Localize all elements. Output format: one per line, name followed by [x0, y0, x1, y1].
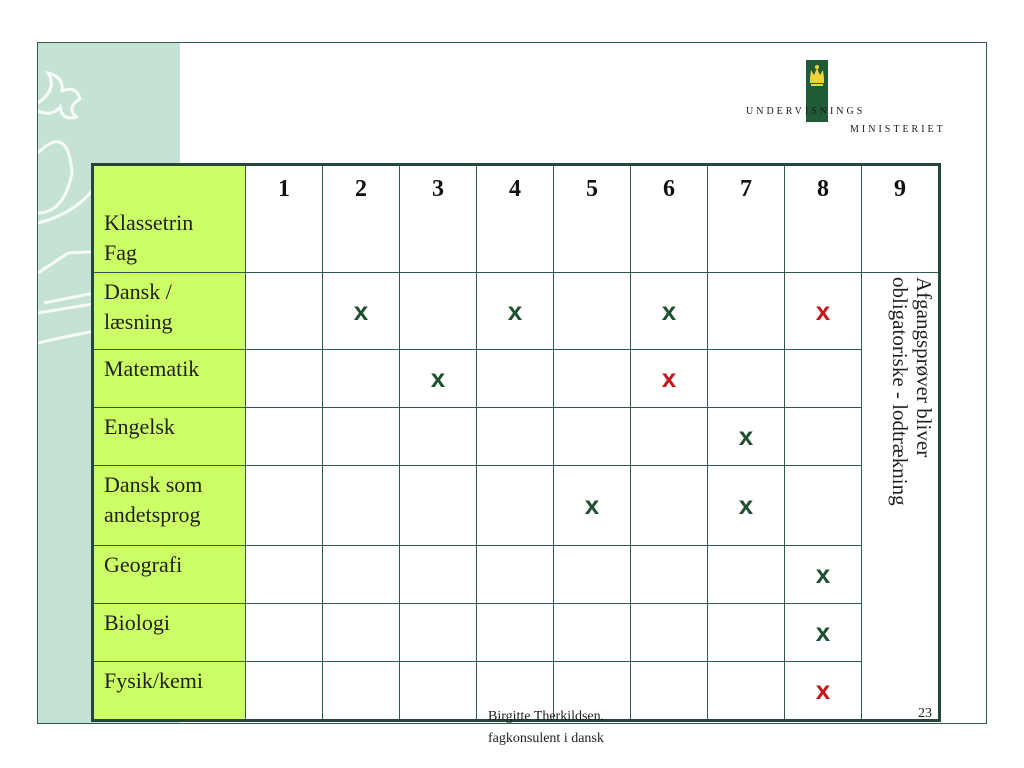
grade-header-3: 3 — [400, 165, 477, 273]
mark-cell-grade-3 — [400, 546, 477, 604]
table-row — [93, 408, 940, 466]
grade-9-note-cell — [862, 273, 940, 721]
mark-cell-grade-3 — [400, 466, 477, 546]
mark-cell-grade-8 — [785, 466, 862, 546]
grade-header-7: 7 — [708, 165, 785, 273]
mark-cell-grade-4 — [477, 350, 554, 408]
subject-name: Dansk som — [104, 472, 203, 497]
mark-cell-grade-6 — [631, 604, 708, 662]
mark-cell-grade-5 — [554, 350, 631, 408]
subject-name: Dansk / — [104, 279, 172, 304]
mark-cell-grade-6: x — [631, 273, 708, 350]
grade-header-1: 1 — [246, 165, 323, 273]
mark-cell-grade-8 — [785, 408, 862, 466]
header-label-klassetrin: Klassetrin — [104, 210, 194, 235]
mark-cell-grade-4 — [477, 466, 554, 546]
footer-author-name: Birgitte Therkildsen, — [488, 709, 605, 724]
mark-cell-grade-5: x — [554, 466, 631, 546]
mark-cell-grade-2 — [323, 546, 400, 604]
mark-cell-grade-2 — [323, 350, 400, 408]
footer-author-title: fagkonsulent i dansk — [488, 731, 604, 746]
footer-author — [488, 706, 604, 750]
subject-name-line2: læsning — [104, 309, 173, 334]
subject-cell — [93, 604, 246, 662]
subject-name: Matematik — [104, 356, 200, 381]
logo-text-line2: MINISTERIET — [850, 124, 946, 135]
grade-header-5: 5 — [554, 165, 631, 273]
mark-cell-grade-7 — [708, 350, 785, 408]
subject-name: Fysik/kemi — [104, 668, 204, 693]
mark-cell-grade-2 — [323, 408, 400, 466]
mark-cell-grade-3 — [400, 604, 477, 662]
grade-9-note-line1: Afgangsprøver bliver — [912, 277, 936, 458]
mark-cell-grade-5 — [554, 273, 631, 350]
mark-cell-grade-8: x — [785, 604, 862, 662]
mark-cell-grade-3 — [400, 273, 477, 350]
mark-cell-grade-4 — [477, 546, 554, 604]
mark-cell-grade-2: x — [323, 273, 400, 350]
mark-cell-grade-3: x — [400, 350, 477, 408]
mark-cell-grade-1 — [246, 408, 323, 466]
ministry-logo — [746, 60, 976, 140]
header-row — [93, 165, 940, 273]
subject-name: Geografi — [104, 552, 183, 577]
mark-cell-grade-8: x — [785, 273, 862, 350]
header-label-cell — [93, 165, 246, 273]
subject-cell — [93, 546, 246, 604]
mark-cell-grade-1 — [246, 273, 323, 350]
mark-cell-grade-2 — [323, 466, 400, 546]
mark-cell-grade-6 — [631, 546, 708, 604]
mark-cell-grade-5 — [554, 408, 631, 466]
subject-cell — [93, 273, 246, 350]
mark-cell-grade-4 — [477, 408, 554, 466]
grade-header-4: 4 — [477, 165, 554, 273]
mark-cell-grade-8: x — [785, 546, 862, 604]
mark-cell-grade-4 — [477, 604, 554, 662]
mark-cell-grade-6 — [631, 408, 708, 466]
grade-9-note-line2: obligatoriske - lodtrækning — [888, 277, 912, 506]
subject-name: Biologi — [104, 610, 171, 635]
mark-cell-grade-7: x — [708, 466, 785, 546]
mark-cell-grade-7 — [708, 273, 785, 350]
table-row — [93, 546, 940, 604]
header-label-fag: Fag — [104, 240, 137, 265]
mark-cell-grade-5 — [554, 546, 631, 604]
mark-cell-grade-2 — [323, 604, 400, 662]
grade-header-6: 6 — [631, 165, 708, 273]
grade-header-9: 9 — [862, 165, 940, 273]
mark-cell-grade-7 — [708, 546, 785, 604]
mark-cell-grade-8 — [785, 350, 862, 408]
mark-cell-grade-4: x — [477, 273, 554, 350]
table-row — [93, 604, 940, 662]
subject-name: Engelsk — [104, 414, 175, 439]
mark-cell-grade-8: x — [785, 662, 862, 721]
grade-header-2: 2 — [323, 165, 400, 273]
mark-cell-grade-7 — [708, 604, 785, 662]
mark-cell-grade-7 — [708, 662, 785, 721]
mark-cell-grade-1 — [246, 546, 323, 604]
subject-cell — [93, 350, 246, 408]
mark-cell-grade-3 — [400, 662, 477, 721]
mark-cell-grade-1 — [246, 662, 323, 721]
grade-9-note — [868, 277, 938, 589]
table-row — [93, 273, 940, 350]
mark-cell-grade-2 — [323, 662, 400, 721]
mark-cell-grade-7: x — [708, 408, 785, 466]
subject-name-line2: andetsprog — [104, 502, 201, 527]
mark-cell-grade-6: x — [631, 350, 708, 408]
mark-cell-grade-1 — [246, 466, 323, 546]
mark-cell-grade-6 — [631, 662, 708, 721]
mark-cell-grade-1 — [246, 350, 323, 408]
subject-cell — [93, 408, 246, 466]
mark-cell-grade-1 — [246, 604, 323, 662]
mark-cell-grade-5 — [554, 604, 631, 662]
subject-cell — [93, 662, 246, 721]
table-row — [93, 350, 940, 408]
mark-cell-grade-6 — [631, 466, 708, 546]
mark-cell-grade-3 — [400, 408, 477, 466]
table-row — [93, 466, 940, 546]
exam-grid-table — [91, 163, 941, 722]
subject-cell — [93, 466, 246, 546]
logo-text-line1: UNDERVISNINGS — [746, 106, 866, 117]
page-number: 23 — [918, 706, 932, 721]
grade-header-8: 8 — [785, 165, 862, 273]
